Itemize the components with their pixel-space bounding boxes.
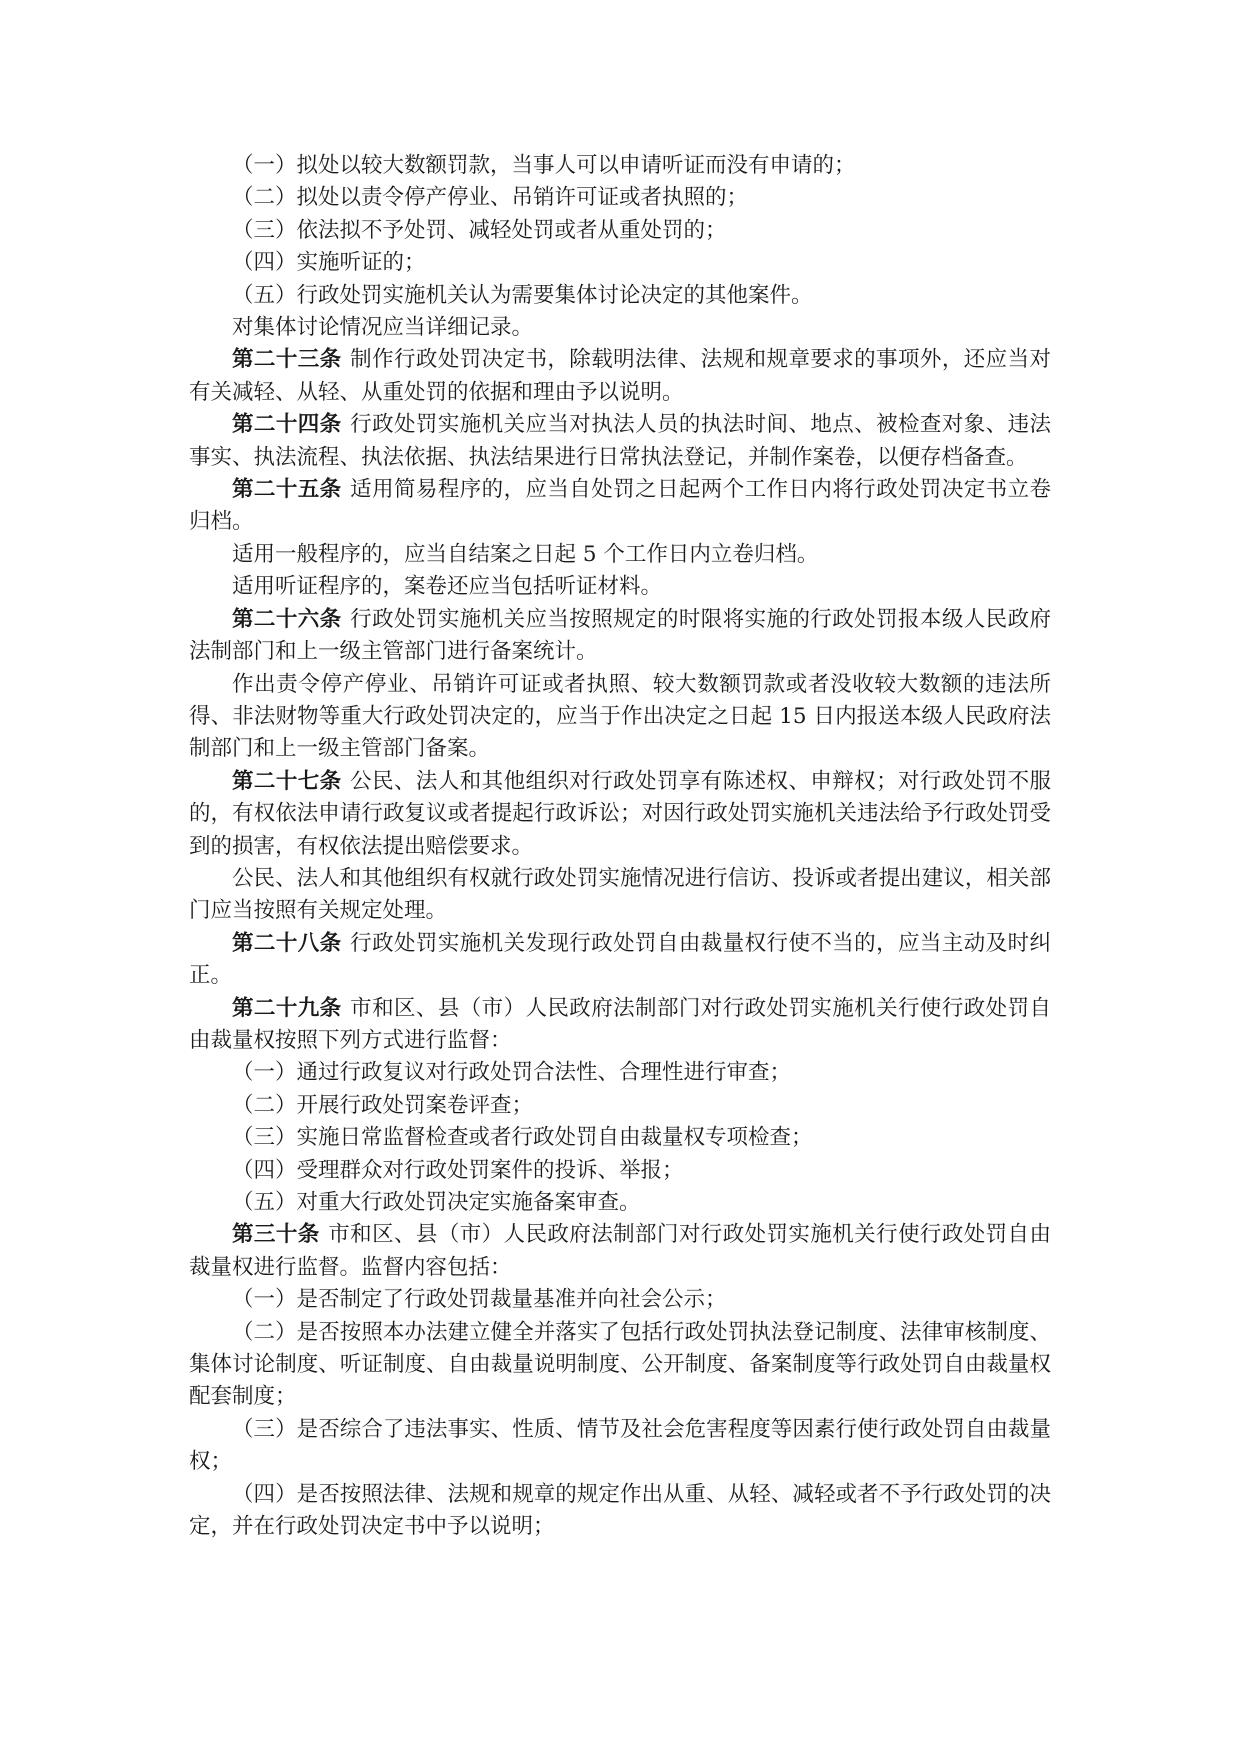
article-number: 第二十八条 [232, 930, 342, 956]
paragraph-text: 制作行政处罚决定书，除载明法律、法规和规章要求的事项外，还应当对有关减轻、从轻、从重处罚的依据和理由予以说明。 [189, 347, 1051, 405]
body-paragraph [189, 1057, 1051, 1089]
paragraph-text: （四）是否按照法律、法规和规章的规定作出从重、从轻、减轻或者不予行政处罚的决定，并在行政处罚决定书中予以说明； [189, 1481, 1051, 1540]
paragraph-text: （一）拟处以较大数额罚款，当事人可以申请听证而没有申请的； [232, 153, 856, 178]
article-number: 第二十七条 [232, 768, 342, 794]
paragraph-text: 行政处罚实施机关发现行政处罚自由裁量权行使不当的，应当主动及时纠正。 [189, 930, 1051, 989]
paragraph-text: 适用听证程序的，案卷还应当包括听证材料。 [232, 574, 663, 600]
paragraph-text: 作出责令停产停业、吊销许可证或者执照、较大数额罚款或者没收较大数额的违法所得、非法财物等重大行政处罚决定的，应当于作出决定之日起 15 日内报送本级人民政府法制部门和上一级主管部门备案。 [189, 671, 1051, 762]
article-paragraph [189, 409, 1051, 474]
paragraph-text: （四）实施听证的； [232, 250, 426, 276]
article-number: 第二十三条 [232, 347, 342, 373]
article-paragraph [189, 993, 1051, 1058]
article-paragraph [189, 604, 1051, 669]
article-paragraph [189, 474, 1051, 539]
paragraph-text: （二）开展行政处罚案卷评查； [232, 1092, 534, 1118]
paragraph-text: 行政处罚实施机关应当按照规定的时限将实施的行政处罚报本级人民政府法制部门和上一级主管部门进行备案统计。 [189, 606, 1051, 665]
paragraph-text: 对集体讨论情况应当详细记录。 [232, 315, 534, 341]
body-paragraph [189, 280, 1051, 312]
article-number: 第二十六条 [232, 606, 342, 632]
paragraph-text: （一）通过行政复议对行政处罚合法性、合理性进行审查； [232, 1060, 792, 1086]
paragraph-text: （二）拟处以责令停产停业、吊销许可证或者执照的； [232, 185, 749, 211]
body-paragraph [189, 247, 1051, 279]
body-paragraph [189, 863, 1051, 928]
body-paragraph [189, 1414, 1051, 1479]
paragraph-text: （四）受理群众对行政处罚案件的投诉、举报； [232, 1157, 684, 1183]
body-paragraph [189, 539, 1051, 571]
paragraph-text: （五）行政处罚实施机关认为需要集体讨论决定的其他案件。 [232, 282, 813, 308]
body-paragraph [189, 1090, 1051, 1122]
article-number: 第二十九条 [232, 995, 342, 1021]
body-paragraph [189, 312, 1051, 344]
body-paragraph [189, 1317, 1051, 1414]
body-paragraph [189, 150, 1051, 182]
paragraph-text: （三）是否综合了违法事实、性质、情节及社会危害程度等因素行使行政处罚自由裁量权； [189, 1416, 1051, 1475]
body-paragraph [189, 571, 1051, 603]
paragraph-text: （三）实施日常监督检查或者行政处罚自由裁量权专项检查； [232, 1125, 813, 1151]
paragraph-text: 公民、法人和其他组织对行政处罚享有陈述权、申辩权；对行政处罚不服的，有权依法申请行政复议或者提起行政诉讼；对因行政处罚实施机关违法给予行政处罚受到的损害，有权依法提出赔偿要求。 [189, 768, 1051, 859]
body-paragraph [189, 1479, 1051, 1544]
body-paragraph [189, 1187, 1051, 1219]
paragraph-text: 市和区、县（市）人民政府法制部门对行政处罚实施机关行使行政处罚自由裁量权按照下列方式进行监督： [189, 995, 1051, 1053]
article-paragraph [189, 1219, 1051, 1284]
body-paragraph [189, 1155, 1051, 1187]
article-number: 第三十条 [232, 1222, 320, 1248]
paragraph-text: （三）依法拟不予处罚、减轻处罚或者从重处罚的； [232, 217, 727, 243]
paragraph-text: （一）是否制定了行政处罚裁量基准并向社会公示； [232, 1287, 727, 1313]
paragraph-text: 适用简易程序的，应当自处罚之日起两个工作日内将行政处罚决定书立卷归档。 [189, 477, 1051, 535]
paragraph-text: 适用一般程序的，应当自结案之日起 5 个工作日内立卷归档。 [232, 541, 819, 567]
document-body [189, 150, 1051, 1543]
body-paragraph [189, 669, 1051, 766]
body-paragraph [189, 182, 1051, 214]
paragraph-text: 市和区、县（市）人民政府法制部门对行政处罚实施机关行使行政处罚自由裁量权进行监督。监督内容包括： [189, 1222, 1051, 1280]
article-paragraph [189, 766, 1051, 863]
article-number: 第二十四条 [232, 412, 342, 438]
paragraph-text: 公民、法人和其他组织有权就行政处罚实施情况进行信访、投诉或者提出建议，相关部门应当按照有关规定处理。 [189, 865, 1051, 924]
article-paragraph [189, 344, 1051, 409]
body-paragraph [189, 215, 1051, 247]
article-number: 第二十五条 [232, 477, 342, 503]
paragraph-text: （五）对重大行政处罚决定实施备案审查。 [232, 1190, 641, 1215]
article-paragraph [189, 928, 1051, 993]
body-paragraph [189, 1122, 1051, 1154]
paragraph-text: 行政处罚实施机关应当对执法人员的执法时间、地点、被检查对象、违法事实、执法流程、执法依据、执法结果进行日常执法登记，并制作案卷，以便存档备查。 [189, 412, 1051, 470]
body-paragraph [189, 1284, 1051, 1316]
paragraph-text: （二）是否按照本办法建立健全并落实了包括行政处罚执法登记制度、法律审核制度、集体讨论制度、听证制度、自由裁量说明制度、公开制度、备案制度等行政处罚自由裁量权配套制度； [189, 1319, 1051, 1410]
